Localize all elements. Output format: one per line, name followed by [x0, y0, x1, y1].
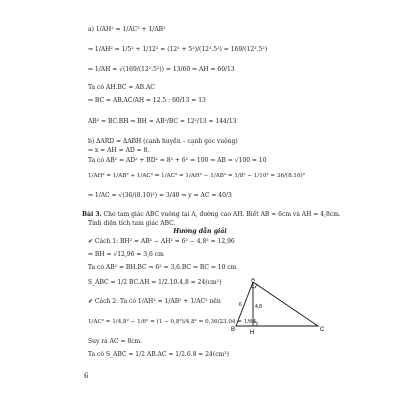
- problem-label: Bài 3.: [82, 211, 102, 218]
- solution-heading: Hướng dẫn giải: [173, 228, 227, 235]
- triangle-figure: [222, 278, 332, 336]
- problem-statement: [82, 211, 341, 219]
- method-2-ac: Suy ra AC = 8cm.: [88, 338, 143, 345]
- label-ab-length: 6: [239, 302, 242, 308]
- method-1-line-1: ✔ Cách 1: BH² = AB² − AH² = 6² − 4,8² = 12,96: [88, 238, 235, 245]
- problem-line-1: Cho tam giác ABC vuông tại A, đường cao AH. Biết AB = 6cm và AH = 4,8cm.: [103, 211, 341, 218]
- label-c: C: [320, 327, 325, 333]
- line-x-value: ⇒ x = AH = AD = 8.: [88, 147, 150, 154]
- line-sum-squares: ⇒ 1/AH² = 1/5² + 1/12² = (12² + 5²)/(12².5²) = 169/(12².5²): [88, 46, 268, 53]
- line-bh-result: AB² = BC.BH ⇒ BH = AB²/BC = 12²/13 = 144/13: [88, 118, 237, 125]
- method-1-area: S_ABC = 1/2 BC.AH = 1/2.10.4,8 = 24(cm²): [88, 279, 222, 286]
- page-number: 6: [84, 372, 89, 380]
- method-2-area: Ta có S_ABC = 1/2 AB.AC = 1/2.6.8 = 24(cm²): [88, 351, 229, 358]
- method-2-line-1: ✔ Cách 2: Ta có 1/AH² = 1/AB² + 1/AC² nên: [88, 298, 221, 305]
- label-ah-length: 4,8: [255, 304, 262, 310]
- line-ab-value: Ta có AB² = AD² + BD² = 8² + 6² = 100 ⇒ AB = √100 = 10: [88, 157, 267, 164]
- method-1-line-3: Ta có AB² = BH.BC ⇒ 6² = 3,6.BC ⇒ BC = 10 cm: [88, 264, 237, 271]
- label-h: H: [250, 330, 255, 336]
- line-b-congruent: b) ΔARD = ΔABH (cạnh huyền – cạnh góc vuông): [88, 138, 238, 145]
- line-ah-bc: Ta có AH.BC = AB.AC: [88, 84, 155, 91]
- triangle-abc: [236, 282, 318, 326]
- problem-line-2: Tính diện tích tam giác ABC.: [88, 220, 176, 227]
- label-a: A: [250, 278, 256, 283]
- line-ac-squared: 1/AH² = 1/AB² + 1/AC² ⇒ 1/AC² = 1/AH² − 1/AB² = 1/8² − 1/10² = 36/(8.10)²: [88, 173, 305, 179]
- line-a-formula: a) 1/AH² = 1/AC² + 1/AB²: [88, 26, 166, 33]
- line-ah-result: ⇒ 1/AH = √(169/(12².5²)) = 13/60 ⇒ AH = 60/13: [88, 66, 235, 73]
- method-1-line-2: ⇒ BH = √12,96 = 3,6 cm: [88, 251, 164, 258]
- right-angle-mark-h: [253, 322, 257, 326]
- line-bc-result: ⇒ BC = AB.AC/AH = 12.5 : 60/13 = 13: [88, 97, 206, 104]
- method-2-line-2: 1/AC² = 1/4,8² − 1/6² = (1 − 0,8²)/4,8² = 0,36/23,04 = 1/64: [88, 319, 257, 325]
- line-y-value: ⇒ 1/AC = √(36/(8.10)²) = 3/40 ⇒ y = AC = 40/3: [88, 192, 232, 199]
- label-b: B: [231, 327, 236, 333]
